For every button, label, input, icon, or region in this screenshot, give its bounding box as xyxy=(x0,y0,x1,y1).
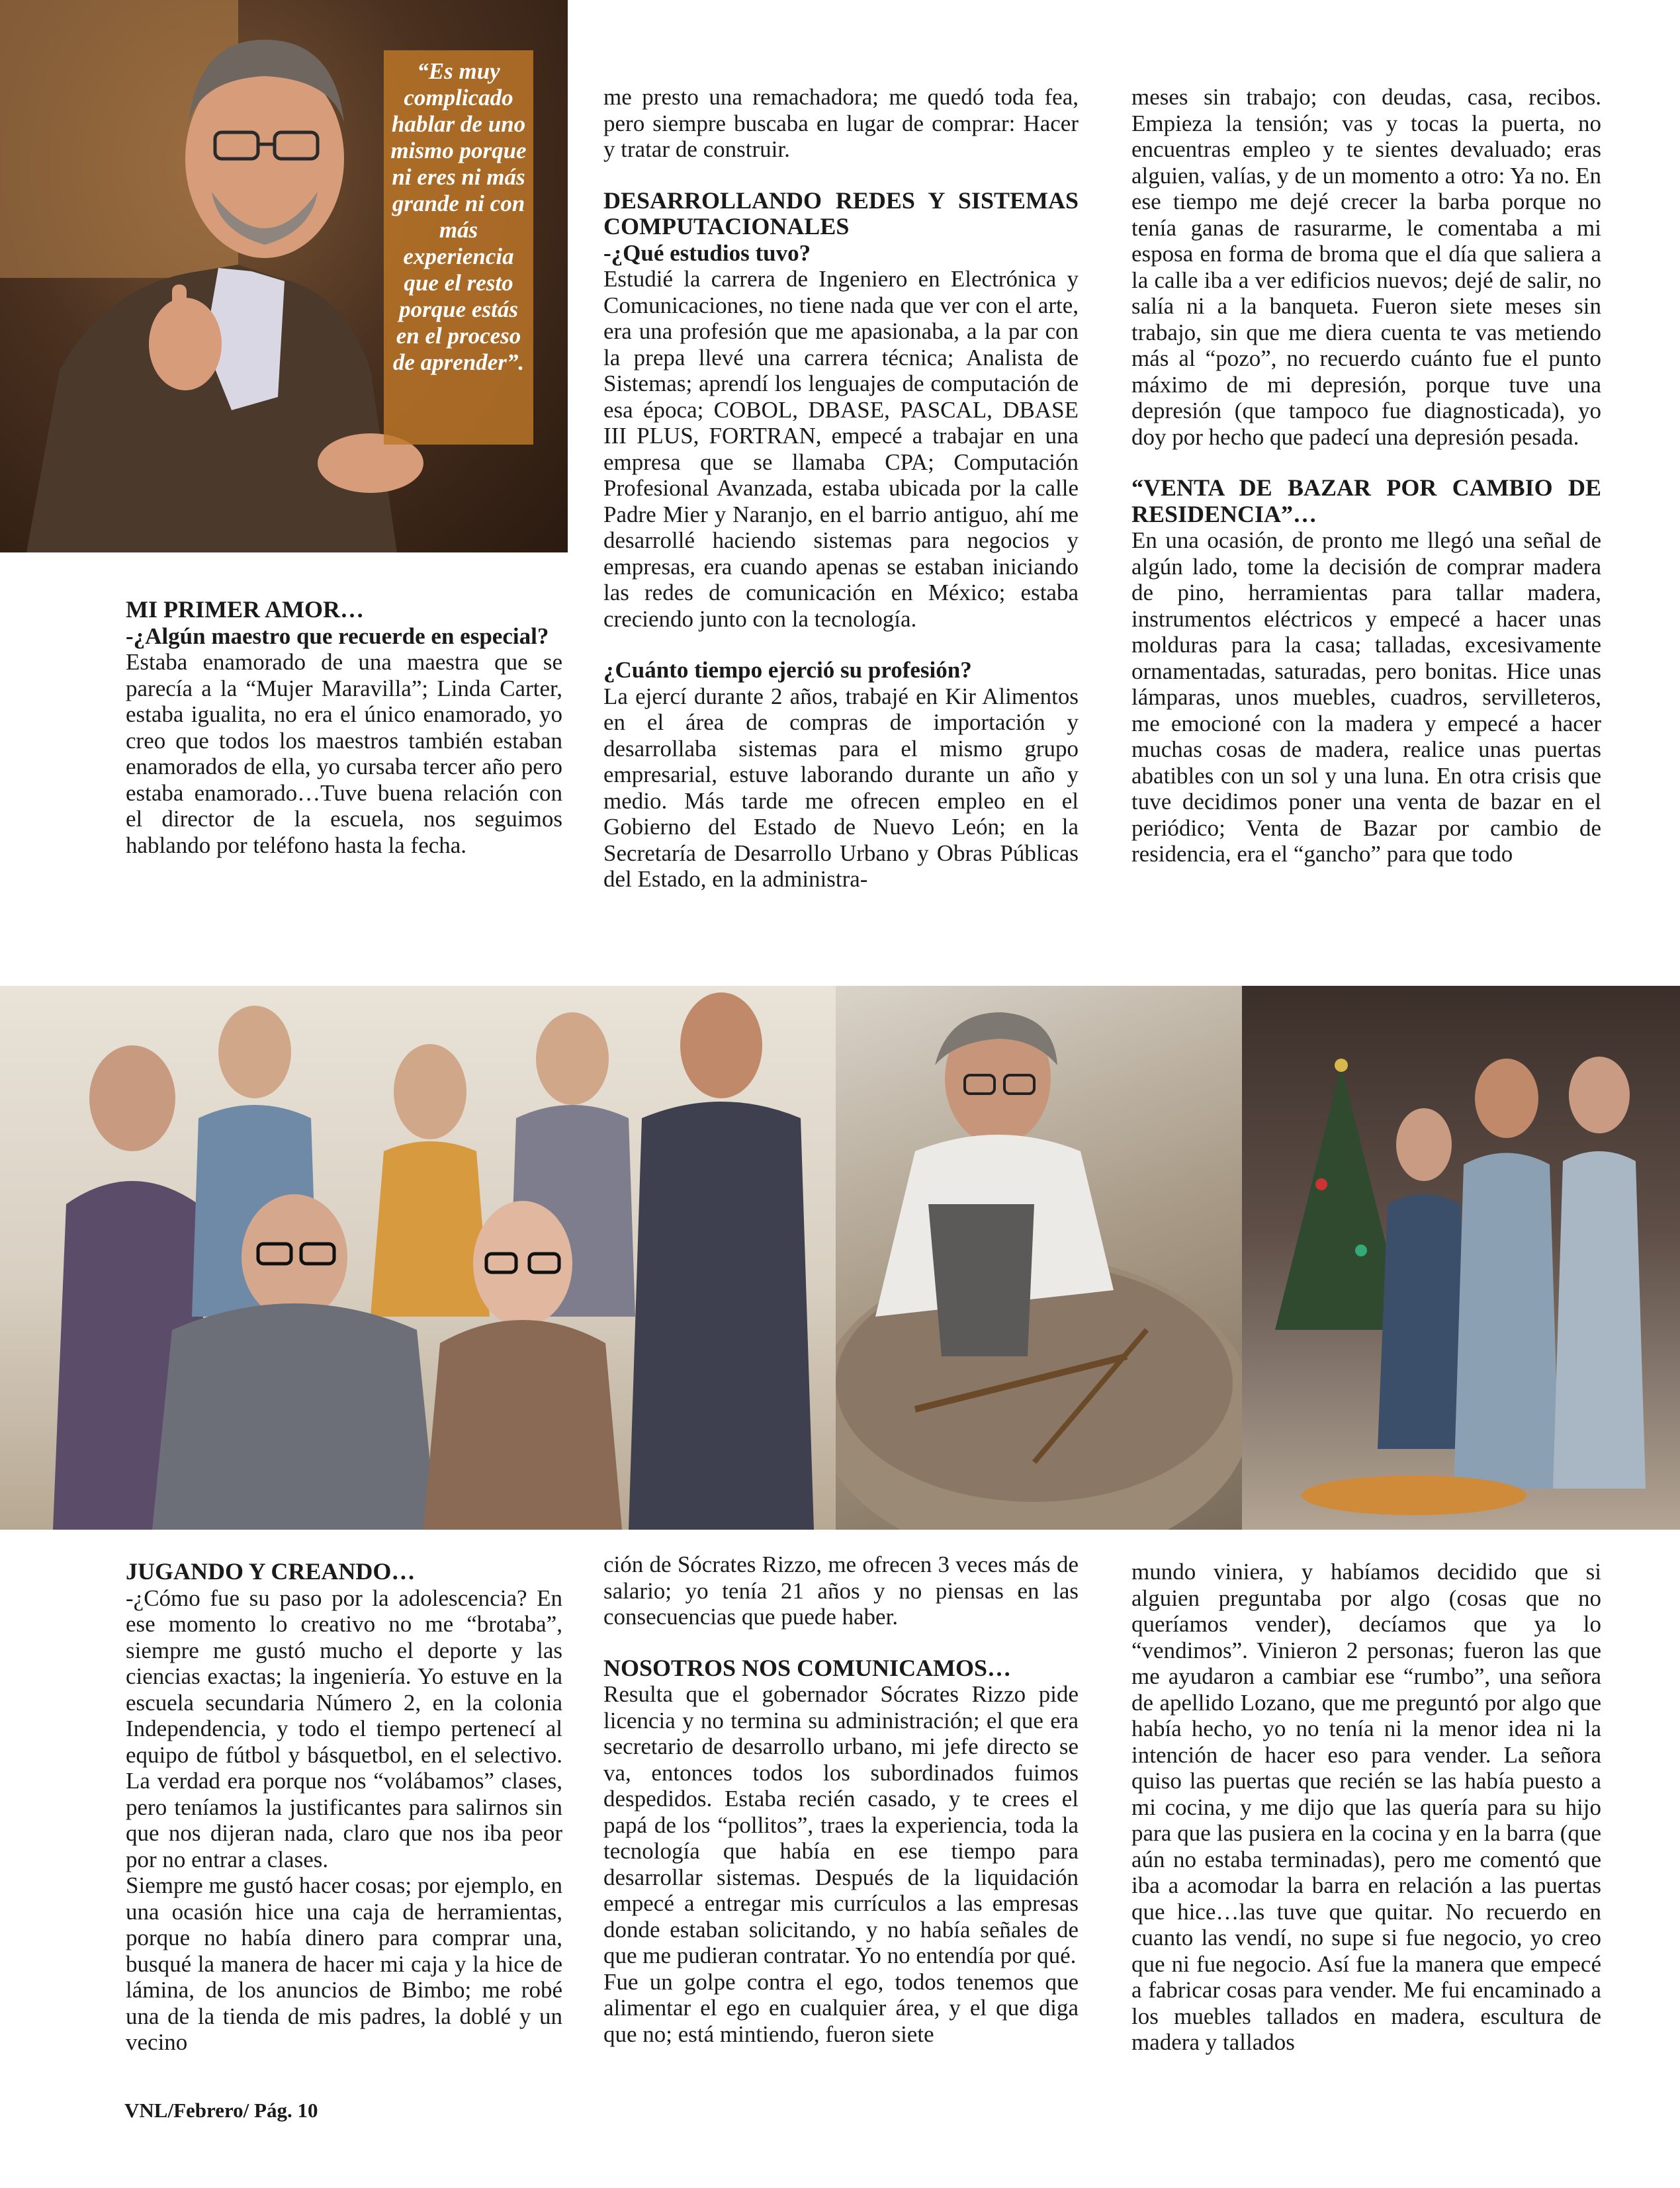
paragraph: mundo viniera, y habíamos decidido que si alguien preguntaba por algo (cosas que no queríamos vender), decíamos que ya lo “vendimos”. Vinieron 2 personas; fueron las que me ayudaron a cambiar ese “rumbo”, una señora de apellido Lozano, que me preguntó por algo que había hecho, yo no tenía ni la menor idea ni la intención de hacer eso para vender. La señora quiso las puertas que recién se las había puesto a mi cocina, y me dijo que las quería para su hijo para que las pusiera en la cocina y en la barra (que aún no estaba terminadas), pero me comentó que iba a acomodar la barra en relación a las puertas que hice…las tuve que quitar. No recuerdo en cuanto las vendí, no supe si fue negocio, yo creo que ni fue negocio. Así fue la manera que empecé a fabricar cosas para vender. Me fui encaminado a los muebles tallados en madera, escultura de madera y tallados xyxy=(1131,1559,1601,2055)
paragraph: meses sin trabajo; con deudas, casa, recibos. Empieza la tensión; vas y tocas la puerta, no encuentras empleo y te sientes devaluado; eras alguien, valías, y de un momento a otro: Ya no. En ese tiempo me dejé crecer la barba porque no tenía ganas de rasurarme, le comentaba a mi esposa en forma de broma que el día que saliera a la calle iba a ver edificios nuevos; dejé de salir, no salía ni a la banqueta. Fueron siete meses sin trabajo, sin que me diera cuenta te vas metiendo más al “pozo”, no recuerdo cuánto fue el punto máximo de mi depresión, porque tuve una depresión (que tampoco fue diagnosticada), yo doy por hecho que padecí una depresión pesada. xyxy=(1131,84,1601,450)
section-heading-jugando: JUGANDO Y CREANDO… xyxy=(126,1558,416,1585)
paragraph: Estaba enamorado de una maestra que se parecía a la “Mujer Maravilla”; Linda Carter, estaba igualita, no era el único enamorado, yo creo que todos los maestros también estaban enamorados de ella, yo cursaba tercer año pero estaba enamorado…Tuve buena relación con el director de la escuela, nos seguimos hablando por teléfono hasta la fecha. xyxy=(126,649,562,858)
section-heading-primer-amor: MI PRIMER AMOR… xyxy=(126,596,364,623)
christmas-illustration xyxy=(1242,986,1680,1530)
column-1-bottom xyxy=(126,1559,562,2056)
question-maestro: -¿Algún maestro que recuerde en especial? xyxy=(126,623,549,649)
column-3-bottom xyxy=(1131,1559,1601,2056)
portrait-photo xyxy=(0,0,568,552)
column-3-top xyxy=(1131,84,1601,867)
section-heading-comunicamos: NOSOTROS NOS COMUNICAMOS… xyxy=(603,1654,1012,1681)
page-folio: VNL/Febrero/ Pág. 10 xyxy=(124,2099,318,2122)
pull-quote: “Es muy complicado hablar de uno mismo porque ni eres ni más grande ni con más experiencia que el resto porque estás en el proceso de aprender”. xyxy=(384,50,533,445)
family-illustration xyxy=(0,986,836,1530)
paragraph: En una ocasión, de pronto me llegó una señal de algún lado, tome la decisión de comprar madera de pino, herramientas para tallar madera, instrumentos eléctricos y empecé a hacer unas molduras para la casa; talladas, excesivamente ornamentadas, saturadas, pero bonitas. Hice unas lámparas, unos muebles, cuadros, servilleteros, me emocioné con la madera y empecé a hacer muchas cosas de madera, realice unas puertas abatibles con un sol y una luna. En otra crisis que tuve decidimos poner una venta de bazar en el periódico; Venta de Bazar por cambio de residencia, era el “gancho” para que todo xyxy=(1131,527,1601,867)
section-heading-bazar: “VENTA DE BAZAR POR CAMBIO DE RESIDENCIA”… xyxy=(1131,474,1601,527)
clay-sculpting-photo xyxy=(836,986,1242,1530)
paragraph: -¿Cómo fue su paso por la adolescencia? En ese momento lo creativo no me “brotaba”, siempre me gustó mucho el deporte y las ciencias exactas; la ingeniería. Yo estuve en la escuela secundaria Número 2, en la colonia Independencia, y todo el tiempo pertenecí al equipo de fútbol y básquetbol, en el selectivo. La verdad era porque nos “volábamos” clases, pero teníamos la justificantes para salirnos sin que nos dijeran nada, claro que nos iba peor por no entrar a clases. xyxy=(126,1585,562,1872)
family-photo xyxy=(0,986,836,1530)
paragraph: Siempre me gustó hacer cosas; por ejemplo, en una ocasión hice una caja de herramientas, porque no había dinero para comprar una, busqué la manera de hacer mi caja y la hice de lámina, de los anuncios de Bimbo; me robé una de la tienda de mis padres, la doblé y un vecino xyxy=(126,1872,562,2055)
paragraph: me presto una remachadora; me quedó toda fea, pero siempre buscaba en lugar de comprar: Hacer y tratar de construir. xyxy=(603,84,1079,162)
clay-illustration xyxy=(836,986,1242,1530)
question-estudios: -¿Qué estudios tuvo? xyxy=(603,240,811,266)
christmas-family-photo xyxy=(1242,986,1680,1530)
question-tiempo-profesion: ¿Cuánto tiempo ejerció su profesión? xyxy=(603,657,972,683)
column-2-top xyxy=(603,84,1079,893)
paragraph: Fue un golpe contra el ego, todos tenemos que alimentar el ego en cualquier área, y el que diga que no; está mintiendo, fueron siete xyxy=(603,1968,1079,2047)
paragraph: Resulta que el gobernador Sócrates Rizzo pide licencia y no termina su administración; el que era secretario de desarrollo urbano, mi jefe directo se va, entonces todos los subordinados fuimos despedidos. Estaba recién casado, y te crees el papá de los “pollitos”, traes la experiencia, toda la tecnología que había en ese tiempo para desarrollar sistemas. Después de la liquidación empecé a entregar mis currículos a las empresas donde estaban solicitando, y no había señales de que me pudieran contratar. Yo no entendía por qué. xyxy=(603,1681,1079,1968)
paragraph: La ejercí durante 2 años, trabajé en Kir Alimentos en el área de compras de importación y desarrollaba sistemas para el mismo grupo empresarial, estuve laborando durante un año y medio. Más tarde me ofrecen empleo en el Gobierno del Estado de Nuevo León; en la Secretaría de Desarrollo Urbano y Obras Públicas del Estado, en la administra- xyxy=(603,683,1079,892)
column-2-bottom xyxy=(603,1552,1079,2047)
paragraph: ción de Sócrates Rizzo, me ofrecen 3 veces más de salario; yo tenía 21 años y no piensas en las consecuencias que puede haber. xyxy=(603,1552,1079,1630)
section-heading-redes: DESARROLLANDO REDES Y SISTEMAS COMPUTACIONALES xyxy=(603,187,1079,240)
column-1-top xyxy=(126,597,562,858)
paragraph: Estudié la carrera de Ingeniero en Electrónica y Comunicaciones, no tiene nada que ver con el arte, era una profesión que me apasionaba, a la par con la prepa llevé una carrera técnica; Analista de Sistemas; aprendí los lenguajes de computación de esa época; COBOL, DBASE, PASCAL, DBASE III PLUS, FORTRAN, empecé a trabajar en una empresa que se llamaba CPA; Computación Profesional Avanzada, estaba ubicada por la calle Padre Mier y Naranjo, en el barrio antiguo, ahí me desarrollé haciendo sistemas para negocios y empresas, era cuando apenas se estaban iniciando las redes de comunicación en México; estaba creciendo junto con la tecnología. xyxy=(603,266,1079,632)
